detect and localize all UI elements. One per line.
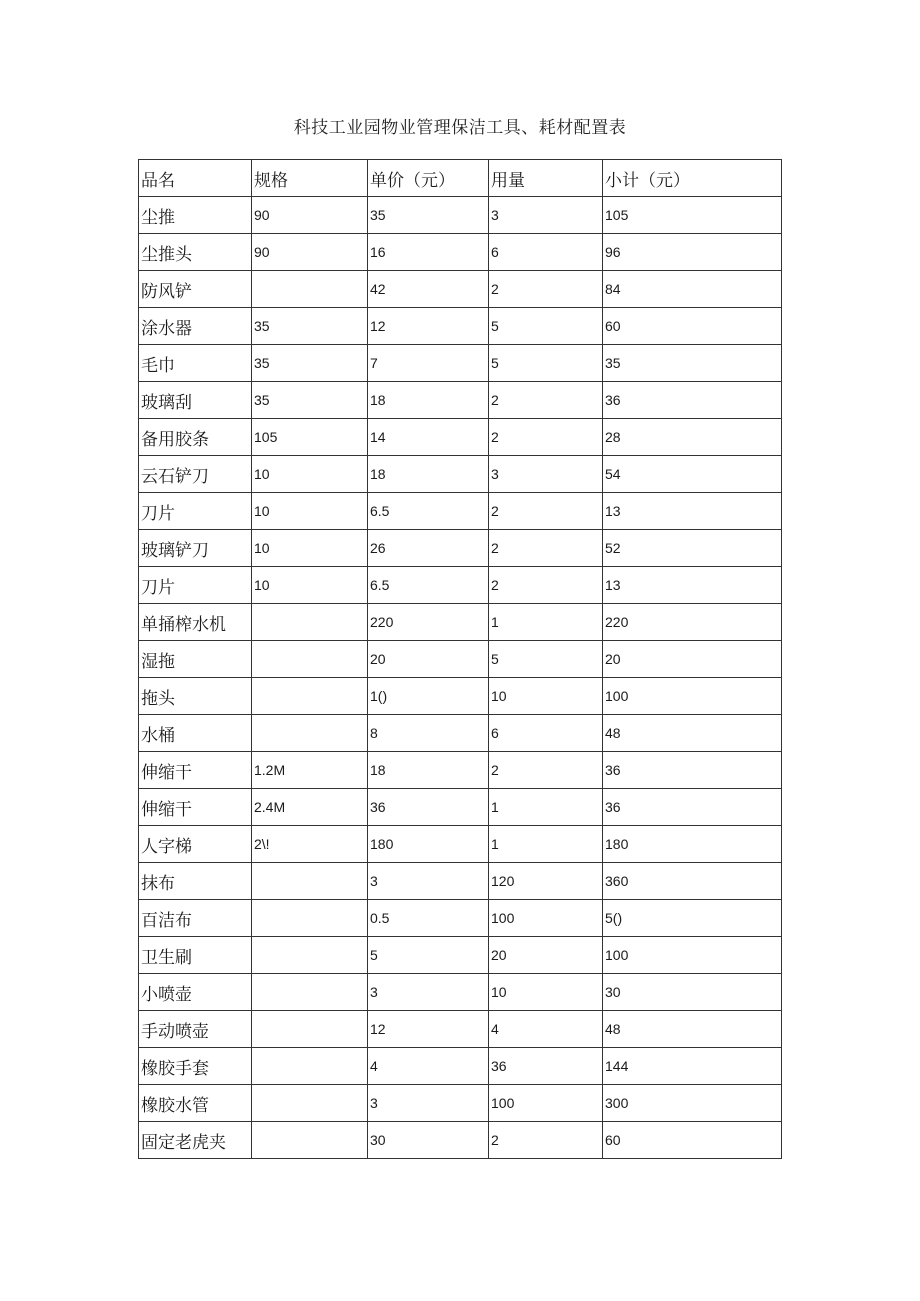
cell-quantity: 4 xyxy=(489,1011,603,1048)
header-unit-price: 单价（元） xyxy=(368,160,489,197)
cell-unit-price: 4 xyxy=(368,1048,489,1085)
cell-subtotal: 28 xyxy=(603,419,782,456)
table-row xyxy=(139,271,782,308)
cell-name: 云石铲刀 xyxy=(139,456,252,493)
cell-quantity: 10 xyxy=(489,678,603,715)
table-row xyxy=(139,567,782,604)
cell-subtotal: 360 xyxy=(603,863,782,900)
cell-subtotal: 20 xyxy=(603,641,782,678)
table-row xyxy=(139,789,782,826)
table-row xyxy=(139,234,782,271)
cell-quantity: 120 xyxy=(489,863,603,900)
cell-spec xyxy=(252,1122,368,1159)
cell-spec: 10 xyxy=(252,530,368,567)
cell-spec xyxy=(252,641,368,678)
cell-unit-price: 30 xyxy=(368,1122,489,1159)
cell-spec xyxy=(252,937,368,974)
table-row xyxy=(139,530,782,567)
cell-quantity: 20 xyxy=(489,937,603,974)
cell-unit-price: 16 xyxy=(368,234,489,271)
cell-quantity: 5 xyxy=(489,345,603,382)
table-row xyxy=(139,382,782,419)
cell-subtotal: 105 xyxy=(603,197,782,234)
cell-spec xyxy=(252,271,368,308)
cell-unit-price: 3 xyxy=(368,974,489,1011)
cell-spec xyxy=(252,715,368,752)
cell-spec: 10 xyxy=(252,456,368,493)
header-subtotal: 小计（元） xyxy=(603,160,782,197)
cell-unit-price: 18 xyxy=(368,752,489,789)
cell-subtotal: 48 xyxy=(603,715,782,752)
cell-subtotal: 84 xyxy=(603,271,782,308)
cell-subtotal: 30 xyxy=(603,974,782,1011)
cell-subtotal: 5() xyxy=(603,900,782,937)
cell-unit-price: 180 xyxy=(368,826,489,863)
cell-unit-price: 7 xyxy=(368,345,489,382)
page-title: 科技工业园物业管理保洁工具、耗材配置表 xyxy=(293,118,627,138)
header-name: 品名 xyxy=(139,160,252,197)
table-row xyxy=(139,345,782,382)
cell-name: 抹布 xyxy=(139,863,252,900)
table-header-row xyxy=(139,160,782,197)
cell-name: 小喷壶 xyxy=(139,974,252,1011)
cell-quantity: 6 xyxy=(489,715,603,752)
cell-unit-price: 1() xyxy=(368,678,489,715)
table-row xyxy=(139,308,782,345)
cell-name: 人字梯 xyxy=(139,826,252,863)
cell-name: 橡胶手套 xyxy=(139,1048,252,1085)
cell-name: 橡胶水管 xyxy=(139,1085,252,1122)
cell-quantity: 100 xyxy=(489,900,603,937)
header-quantity: 用量 xyxy=(489,160,603,197)
cell-subtotal: 54 xyxy=(603,456,782,493)
cell-unit-price: 18 xyxy=(368,382,489,419)
cell-unit-price: 0.5 xyxy=(368,900,489,937)
cell-spec: 35 xyxy=(252,308,368,345)
cell-subtotal: 100 xyxy=(603,937,782,974)
cell-unit-price: 36 xyxy=(368,789,489,826)
cell-name: 单捅榨水机 xyxy=(139,604,252,641)
cell-subtotal: 36 xyxy=(603,752,782,789)
cell-quantity: 10 xyxy=(489,974,603,1011)
cell-spec: 105 xyxy=(252,419,368,456)
cell-quantity: 2 xyxy=(489,530,603,567)
cell-unit-price: 35 xyxy=(368,197,489,234)
cell-spec: 10 xyxy=(252,567,368,604)
cell-quantity: 1 xyxy=(489,789,603,826)
table-row xyxy=(139,1122,782,1159)
cell-name: 固定老虎夹 xyxy=(139,1122,252,1159)
cell-unit-price: 14 xyxy=(368,419,489,456)
cell-unit-price: 220 xyxy=(368,604,489,641)
cell-subtotal: 48 xyxy=(603,1011,782,1048)
cell-name: 玻璃铲刀 xyxy=(139,530,252,567)
cell-spec xyxy=(252,678,368,715)
cell-quantity: 2 xyxy=(489,493,603,530)
cell-name: 手动喷壶 xyxy=(139,1011,252,1048)
header-spec: 规格 xyxy=(252,160,368,197)
cell-unit-price: 18 xyxy=(368,456,489,493)
config-table xyxy=(138,159,782,1159)
cell-quantity: 6 xyxy=(489,234,603,271)
cell-unit-price: 42 xyxy=(368,271,489,308)
table-row xyxy=(139,419,782,456)
cell-subtotal: 36 xyxy=(603,382,782,419)
cell-unit-price: 3 xyxy=(368,1085,489,1122)
cell-spec xyxy=(252,1048,368,1085)
cell-quantity: 2 xyxy=(489,1122,603,1159)
cell-name: 防风铲 xyxy=(139,271,252,308)
cell-quantity: 3 xyxy=(489,197,603,234)
cell-subtotal: 100 xyxy=(603,678,782,715)
cell-subtotal: 180 xyxy=(603,826,782,863)
cell-unit-price: 8 xyxy=(368,715,489,752)
cell-quantity: 100 xyxy=(489,1085,603,1122)
cell-name: 伸缩干 xyxy=(139,752,252,789)
cell-spec xyxy=(252,974,368,1011)
cell-spec xyxy=(252,1085,368,1122)
cell-quantity: 2 xyxy=(489,271,603,308)
cell-quantity: 5 xyxy=(489,308,603,345)
cell-spec: 2.4M xyxy=(252,789,368,826)
cell-spec: 35 xyxy=(252,345,368,382)
table-row xyxy=(139,197,782,234)
cell-spec: 2\! xyxy=(252,826,368,863)
table-row xyxy=(139,1048,782,1085)
cell-subtotal: 300 xyxy=(603,1085,782,1122)
cell-quantity: 2 xyxy=(489,382,603,419)
table-row xyxy=(139,1011,782,1048)
cell-unit-price: 5 xyxy=(368,937,489,974)
cell-quantity: 1 xyxy=(489,604,603,641)
cell-name: 刀片 xyxy=(139,567,252,604)
cell-unit-price: 20 xyxy=(368,641,489,678)
table-row xyxy=(139,863,782,900)
cell-subtotal: 35 xyxy=(603,345,782,382)
cell-spec: 1.2M xyxy=(252,752,368,789)
table-row xyxy=(139,974,782,1011)
table-row xyxy=(139,456,782,493)
cell-quantity: 2 xyxy=(489,419,603,456)
table-body xyxy=(139,197,782,1159)
cell-subtotal: 13 xyxy=(603,493,782,530)
cell-subtotal: 60 xyxy=(603,1122,782,1159)
cell-name: 尘推 xyxy=(139,197,252,234)
cell-subtotal: 52 xyxy=(603,530,782,567)
cell-subtotal: 60 xyxy=(603,308,782,345)
cell-spec xyxy=(252,1011,368,1048)
cell-name: 尘推头 xyxy=(139,234,252,271)
cell-spec: 35 xyxy=(252,382,368,419)
cell-subtotal: 13 xyxy=(603,567,782,604)
table-row xyxy=(139,1085,782,1122)
cell-spec xyxy=(252,863,368,900)
cell-name: 卫生刷 xyxy=(139,937,252,974)
table-row xyxy=(139,493,782,530)
cell-name: 涂水器 xyxy=(139,308,252,345)
cell-unit-price: 6.5 xyxy=(368,493,489,530)
cell-unit-price: 12 xyxy=(368,308,489,345)
cell-subtotal: 36 xyxy=(603,789,782,826)
cell-unit-price: 26 xyxy=(368,530,489,567)
table-row xyxy=(139,752,782,789)
cell-name: 水桶 xyxy=(139,715,252,752)
cell-name: 百洁布 xyxy=(139,900,252,937)
cell-quantity: 3 xyxy=(489,456,603,493)
table-row xyxy=(139,604,782,641)
cell-quantity: 1 xyxy=(489,826,603,863)
cell-name: 湿拖 xyxy=(139,641,252,678)
cell-name: 拖头 xyxy=(139,678,252,715)
cell-name: 毛巾 xyxy=(139,345,252,382)
table-row xyxy=(139,900,782,937)
cell-spec xyxy=(252,604,368,641)
table-row xyxy=(139,641,782,678)
cell-subtotal: 96 xyxy=(603,234,782,271)
cell-name: 备用胶条 xyxy=(139,419,252,456)
table-row xyxy=(139,678,782,715)
table-row xyxy=(139,826,782,863)
cell-unit-price: 6.5 xyxy=(368,567,489,604)
cell-spec: 90 xyxy=(252,197,368,234)
cell-name: 伸缩干 xyxy=(139,789,252,826)
cell-name: 玻璃刮 xyxy=(139,382,252,419)
cell-quantity: 36 xyxy=(489,1048,603,1085)
cell-spec: 10 xyxy=(252,493,368,530)
cell-spec: 90 xyxy=(252,234,368,271)
cell-name: 刀片 xyxy=(139,493,252,530)
cell-unit-price: 12 xyxy=(368,1011,489,1048)
cell-subtotal: 220 xyxy=(603,604,782,641)
table-row xyxy=(139,937,782,974)
table-row xyxy=(139,715,782,752)
cell-unit-price: 3 xyxy=(368,863,489,900)
cell-quantity: 2 xyxy=(489,567,603,604)
cell-subtotal: 144 xyxy=(603,1048,782,1085)
cell-quantity: 5 xyxy=(489,641,603,678)
cell-spec xyxy=(252,900,368,937)
cell-quantity: 2 xyxy=(489,752,603,789)
